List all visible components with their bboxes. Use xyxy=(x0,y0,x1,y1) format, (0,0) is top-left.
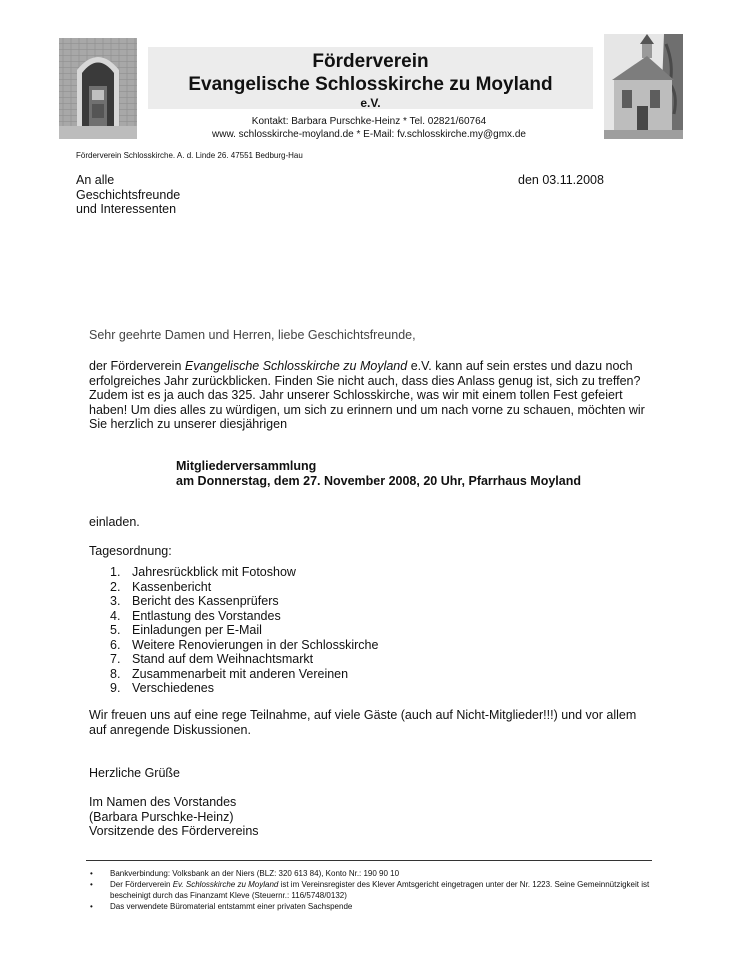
intro-paragraph xyxy=(89,359,649,432)
intro-italic-name: Evangelische Schlosskirche zu Moyland xyxy=(184,359,408,373)
signature-line: (Barbara Purschke-Heinz) xyxy=(89,809,234,824)
title-ev: e.V. xyxy=(360,96,381,110)
agenda-item-number: 6. xyxy=(110,637,121,652)
footer-register-after: ist im Vereinsregister des Klever Amtsgericht eingetragen unter der Nr. 1223. Seine Gemeinnützigkeit ist bescheinigt durch das Finanzamt Kleve (Steuernr.: 116/5748/0132) xyxy=(110,880,650,900)
agenda-item xyxy=(110,681,378,696)
agenda-item xyxy=(110,652,378,667)
recipient-block xyxy=(76,173,180,217)
agenda-item xyxy=(110,580,378,595)
footer-notes xyxy=(90,868,650,912)
agenda-item-text: Bericht des Kassenprüfers xyxy=(132,594,279,608)
agenda-item-text: Zusammenarbeit mit anderen Vereinen xyxy=(132,666,349,681)
salutation: Sehr geehrte Damen und Herren, liebe Geschichtsfreunde, xyxy=(89,328,416,342)
footer-material: • Das verwendete Büromaterial entstammt einer privaten Sachspende xyxy=(90,901,650,912)
agenda-item-number: 1. xyxy=(110,565,121,579)
agenda-item xyxy=(110,667,378,682)
agenda-item-text: Entlastung des Vorstandes xyxy=(132,608,281,623)
contact-line-1: Kontakt: Barbara Purschke-Heinz * Tel. 02821/60764 xyxy=(251,116,487,127)
agenda-item-number: 2. xyxy=(110,579,121,594)
invite-text: einladen. xyxy=(89,515,140,529)
agenda-item-text: Verschiedenes xyxy=(132,681,215,695)
agenda-item xyxy=(110,594,378,609)
meeting-announcement xyxy=(176,459,581,488)
footer-bank: • Bankverbindung: Volksbank an der Niers (BLZ: 320 613 84), Konto Nr.: 190 90 10 xyxy=(90,868,650,879)
agenda-item-number: 8. xyxy=(110,666,121,681)
signature-line: Im Namen des Vorstandes xyxy=(89,795,237,809)
footer-divider xyxy=(86,860,652,861)
agenda-item-text: Kassenbericht xyxy=(132,579,212,594)
signature-line: Vorsitzende des Fördervereins xyxy=(89,824,259,839)
sender-address: Förderverein Schlosskirche. A. d. Linde 26. 47551 Bedburg-Hau xyxy=(76,151,303,160)
recipient-line: Geschichtsfreunde xyxy=(76,187,181,202)
agenda-item xyxy=(110,565,378,580)
agenda-item-number: 5. xyxy=(110,623,121,637)
intro-text-before: der Förderverein xyxy=(89,359,185,373)
recipient-line: An alle xyxy=(76,173,115,187)
title-line-2: Evangelische Schlosskirche zu Moyland xyxy=(188,74,553,95)
recipient-line: und Interessenten xyxy=(76,202,177,217)
intro-text-after: e.V. kann auf sein erstes und dazu noch erfolgreiches Jahr zurückblicken. Finden Sie nicht auch, dass dies Anlass genug ist, sich zu treffen? Zudem ist es ja auch das 325. Jahr unserer Schlosskirche, was wir mit einem tollen Fest gefeiert haben! Um dies alles zu würdigen, um sich zu erinnern und um nach vorne zu schauen, möchten wir Sie herzlich zu unserer diesjährigen xyxy=(89,359,645,432)
title-box xyxy=(148,47,593,109)
agenda-item-number: 4. xyxy=(110,608,121,623)
agenda-item-number: 9. xyxy=(110,681,121,695)
agenda-item xyxy=(110,623,378,638)
agenda-item xyxy=(110,609,378,624)
signature-block xyxy=(89,795,259,839)
meeting-details: am Donnerstag, dem 27. November 2008, 20 Uhr, Pfarrhaus Moyland xyxy=(176,473,582,488)
agenda-list xyxy=(110,565,378,696)
title-line-1: Förderverein xyxy=(312,51,429,72)
agenda-item-text: Weitere Renovierungen in der Schlosskirche xyxy=(132,637,379,652)
agenda-item-text: Stand auf dem Weihnachtsmarkt xyxy=(132,652,314,666)
footer-register-italic: Ev. Schlosskirche zu Moyland xyxy=(172,880,279,889)
footer-register-before: Der Förderverein xyxy=(110,880,173,889)
closing-paragraph: Wir freuen uns auf eine rege Teilnahme, auf viele Gäste (auch auf Nicht-Mitglieder!!!) und vor allem auf anregende Diskussionen. xyxy=(89,708,637,737)
agenda-item-number: 3. xyxy=(110,594,121,608)
contact-line-2: www. schlosskirche-moyland.de * E-Mail: fv.schlosskirche.my@gmx.de xyxy=(212,129,526,140)
agenda-item-text: Jahresrückblick mit Fotoshow xyxy=(132,565,296,579)
footer-register xyxy=(90,879,650,901)
meeting-title: Mitgliederversammlung xyxy=(176,459,317,473)
agenda-item-text: Einladungen per E-Mail xyxy=(132,623,262,637)
agenda-item-number: 7. xyxy=(110,652,121,666)
agenda-item xyxy=(110,638,378,653)
greeting: Herzliche Grüße xyxy=(89,766,180,780)
letter-date: den 03.11.2008 xyxy=(518,173,604,187)
agenda-title: Tagesordnung: xyxy=(89,544,172,558)
